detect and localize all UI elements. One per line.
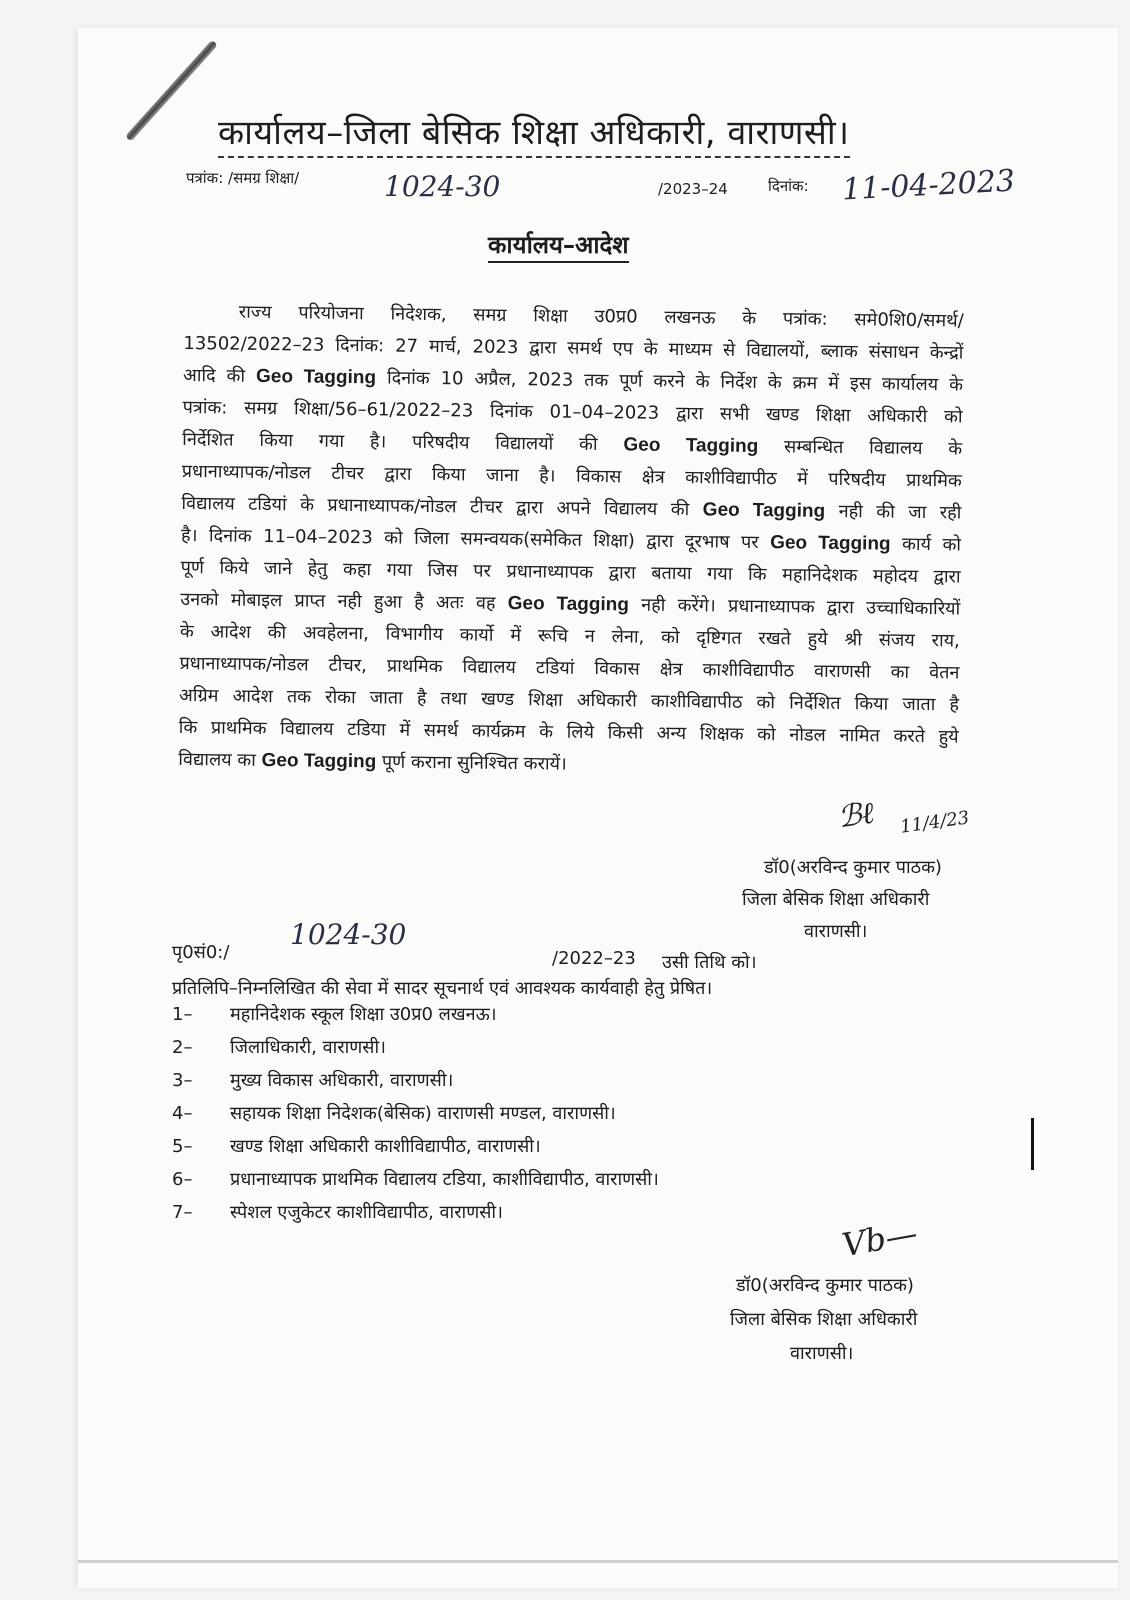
body-line: पत्रांक: समग्र शिक्षा/56–61/2022–23 दिनांक 01–04–2023 द्वारा सभी खण्ड शिक्षा अधिकारी को: [182, 396, 963, 428]
copy-item-number: 3–: [172, 1070, 193, 1091]
geo-tagging-term: Geo Tagging: [623, 434, 759, 458]
copy-list-item: [172, 1134, 541, 1158]
body-line: प्रधानाध्यापक/नोडल टीचर, प्राथमिक विद्यालय टडियां विकास क्षेत्र काशीविद्यापीठ वाराणसी का वेतन: [179, 652, 960, 684]
geo-tagging-term: Geo Tagging: [770, 532, 891, 555]
copy-list-item: [172, 1035, 386, 1059]
copy-list-item: [172, 1200, 503, 1224]
body-line: निर्देशित किया गया है। परिषदीय विद्यालयों की Geo Tagging सम्बन्धित विद्यालय के: [182, 428, 963, 460]
copy-item-number: 2–: [172, 1037, 193, 1058]
order-body: [178, 296, 964, 785]
order-title: कार्यालय–आदेश: [488, 228, 629, 263]
body-line: के आदेश की अवहेलना, विभागीय कार्यो में रूचि न लेना, को दृष्टिगत रखते हुये श्री संजय राय,: [179, 620, 960, 652]
geo-tagging-term: Geo Tagging: [255, 365, 377, 389]
copy-list-item: [172, 1167, 659, 1191]
date-label: दिनांक:: [768, 177, 809, 195]
signatory-designation: जिला बेसिक शिक्षा अधिकारी: [742, 889, 930, 910]
signature-scribble-2: Vb—: [839, 1213, 921, 1265]
scan-bottom-edge: [78, 1560, 1118, 1563]
copy-item-number: 6–: [172, 1169, 193, 1190]
signatory-designation-2: जिला बेसिक शिक्षा अधिकारी: [730, 1309, 918, 1330]
geo-tagging-term: Geo Tagging: [261, 749, 377, 773]
copy-same-date: उसी तिथि को।: [662, 952, 757, 973]
reference-year: /2023–24: [658, 180, 728, 198]
body-line: अग्रिम आदेश तक रोका जाता है तथा खण्ड शिक्षा अधिकारी काशीविद्यापीठ को निर्देशित किया जाता है: [178, 684, 960, 716]
body-line: विद्यालय टडियां के प्रधानाध्यापक/नोडल टीचर द्वारा अपने विद्यालय की Geo Tagging नही की जा रही: [181, 492, 962, 524]
copy-item-number: 7–: [172, 1202, 193, 1223]
copy-item-number: 4–: [172, 1103, 193, 1124]
reference-number-handwritten: 1024-30: [384, 170, 501, 203]
signature-scribble: ℬℓ: [835, 795, 877, 836]
body-line: विद्यालय का Geo Tagging पूर्ण कराना सुनिश्चित करायें।: [178, 748, 567, 775]
scan-edge-mark: [1031, 1118, 1034, 1170]
reference-prefix: पत्रांक: /समग्र शिक्षा/: [186, 169, 300, 187]
body-line: आदि की Geo Tagging दिनांक 10 अप्रैल, 2023 तक पूर्ण करने के निर्देश के क्रम में इस कार्यालय के: [182, 364, 964, 396]
signatory-name-2: डॉ0(अरविन्द कुमार पाठक): [736, 1275, 914, 1296]
copy-item-text: स्पेशल एजुकेटर काशीविद्यापीठ, वाराणसी।: [230, 1202, 503, 1223]
copy-item-text: जिलाधिकारी, वाराणसी।: [230, 1037, 386, 1058]
copy-item-text: खण्ड शिक्षा अधिकारी काशीविद्यापीठ, वाराणसी।: [230, 1136, 541, 1157]
body-line: 13502/2022–23 दिनांक: 27 मार्च, 2023 द्वारा समर्थ एप के माध्यम से विद्यालयों, ब्लाक संसाधन केन्द्रों: [183, 332, 964, 364]
copy-list-item: [172, 1002, 497, 1026]
geo-tagging-term: Geo Tagging: [702, 499, 826, 522]
copy-intro: प्रतिलिपि–निम्नलिखित की सेवा में सादर सूचनार्थ एवं आवश्यक कार्यवाही हेतु प्रेषित।: [172, 978, 713, 999]
copy-item-text: प्रधानाध्यापक प्राथमिक विद्यालय टडिया, काशीविद्यापीठ, वाराणसी।: [230, 1169, 659, 1190]
date-handwritten: 11-04-2023: [841, 163, 1016, 208]
copy-prefix: पृ0सं0:/: [172, 942, 230, 963]
copy-list-item: [172, 1101, 616, 1125]
copy-list-item: [172, 1068, 453, 1092]
copy-item-text: महानिदेशक स्कूल शिक्षा उ0प्र0 लखनऊ।: [230, 1004, 497, 1025]
geo-tagging-term: Geo Tagging: [507, 592, 630, 616]
copy-item-number: 5–: [172, 1136, 193, 1157]
copy-item-text: सहायक शिक्षा निदेशक(बेसिक) वाराणसी मण्डल, वाराणसी।: [230, 1103, 616, 1124]
body-line: है। दिनांक 11–04–2023 को जिला समन्वयक(समेकित शिक्षा) द्वारा दूरभाष पर Geo Tagging कार्य को: [180, 524, 962, 556]
body-line: प्रधानाध्यापक/नोडल टीचर द्वारा किया जाना है। विकास क्षेत्र काशीविद्यापीठ में परिषदीय प्राथमिक: [181, 460, 962, 492]
copy-year: /2022–23: [552, 948, 636, 969]
body-line: राज्य परियोजना निदेशक, समग्र शिक्षा उ0प्र0 लखनऊ के पत्रांक: समे0शि0/समर्थ/: [238, 301, 964, 332]
copy-number-handwritten: 1024-30: [290, 918, 407, 951]
body-line: उनको मोबाइल प्राप्त नही हुआ है अतः वह Geo Tagging नही करेंगे। प्रधानाध्यापक द्वारा उच्चाधिकारियों: [180, 588, 961, 620]
signatory-place: वाराणसी।: [804, 921, 868, 942]
body-line: कि प्राथमिक विद्यालय टडिया में समर्थ कार्यक्रम के लिये किसी अन्य शिक्षक को नोडल नामित करते हुये: [178, 716, 959, 748]
office-header-title: कार्यालय–जिला बेसिक शिक्षा अधिकारी, वाराणसी।: [218, 108, 850, 158]
body-line: पूर्ण किये जाने हेतु कहा गया जिस पर प्रधानाध्यापक द्वारा बताया गया कि महानिदेशक महोदय द्वारा: [180, 556, 961, 588]
signatory-place-2: वाराणसी।: [790, 1343, 854, 1364]
copy-item-text: मुख्य विकास अधिकारी, वाराणसी।: [230, 1070, 454, 1091]
signature-date: 11/4/23: [898, 807, 971, 838]
signatory-name: डॉ0(अरविन्द कुमार पाठक): [764, 857, 942, 878]
copy-item-number: 1–: [172, 1004, 193, 1025]
